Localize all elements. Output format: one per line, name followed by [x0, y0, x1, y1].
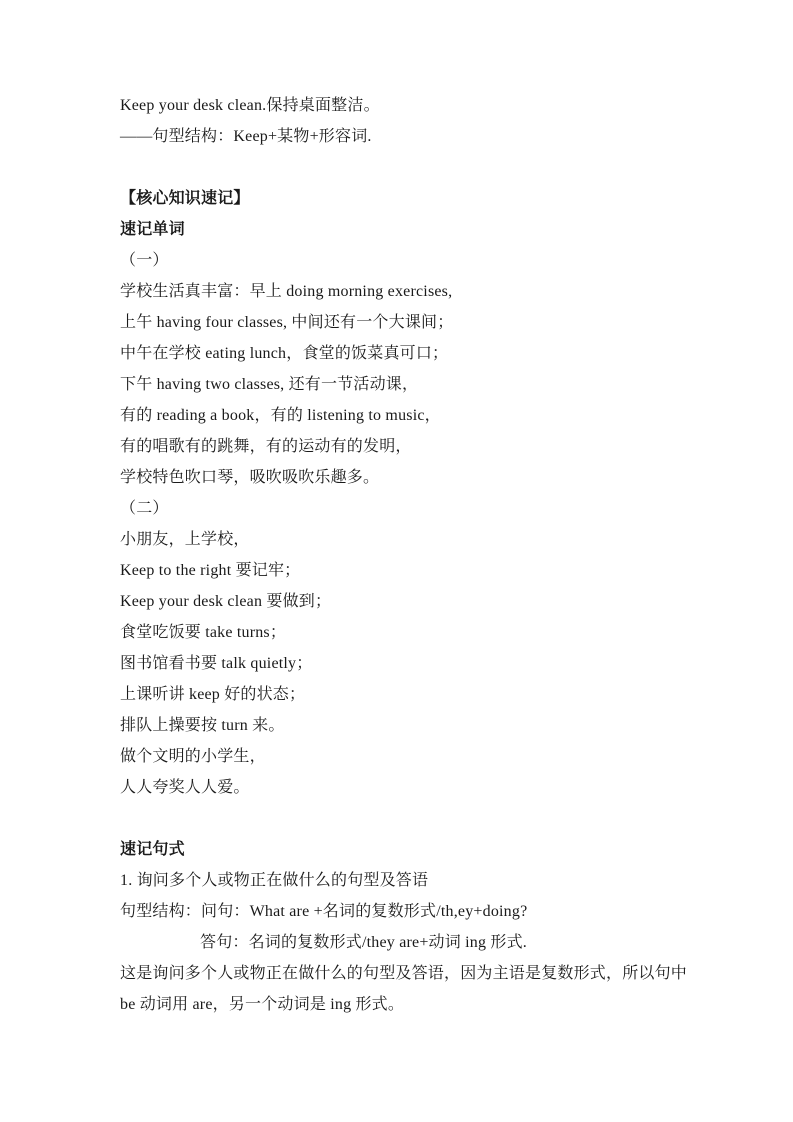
words-part2-line: 排队上操要按 turn 来。 [120, 717, 285, 734]
sentence-explanation-line2: be 动词用 are，另一个动词是 ing 形式。 [120, 996, 405, 1013]
words-part2-line: Keep to the right 要记牢； [120, 562, 301, 579]
intro-line-structure: ——句型结构：Keep+某物+形容词. [120, 128, 372, 145]
words-part1-line: 下午 having two classes, 还有一节活动课， [120, 376, 419, 393]
sentence-structure-answer: 答句：名词的复数形式/they are+动词 ing 形式. [200, 934, 527, 951]
core-section-heading: 【核心知识速记】 [120, 190, 250, 207]
intro-line-english-chinese: Keep your desk clean.保持桌面整洁。 [120, 97, 380, 114]
words-part1-line: 有的 reading a book，有的 listening to music， [120, 407, 441, 424]
sentence-structure-question: 句型结构：问句：What are +名词的复数形式/th,ey+doing? [120, 903, 528, 920]
words-part2-line: 小朋友，上学校， [120, 531, 250, 548]
words-part1-line: 有的唱歌有的跳舞，有的运动有的发明， [120, 438, 412, 455]
sentences-subsection-heading: 速记句式 [120, 841, 185, 858]
words-part1-line: 上午 having four classes, 中间还有一个大课间； [120, 314, 454, 331]
sentence-explanation-line1: 这是询问多个人或物正在做什么的句型及答语，因为主语是复数形式，所以句中 [120, 965, 688, 982]
words-subsection-heading: 速记单词 [120, 221, 185, 238]
sentence-item-title: 1. 询问多个人或物正在做什么的句型及答语 [120, 872, 429, 889]
words-part2-line: 图书馆看书要 talk quietly； [120, 655, 313, 672]
words-part2-line: 上课听讲 keep 好的状态； [120, 686, 306, 703]
words-part2-line: 做个文明的小学生， [120, 748, 266, 765]
words-part2-line: Keep your desk clean 要做到； [120, 593, 332, 610]
words-part1-line: 学校生活真丰富：早上 doing morning exercises, [120, 283, 453, 300]
words-part1-label: （一） [120, 252, 169, 269]
words-part2-label: （二） [120, 500, 169, 517]
words-part2-line: 食堂吃饭要 take turns； [120, 624, 287, 641]
words-part2-line: 人人夸奖人人爱。 [120, 779, 250, 796]
words-part1-line: 中午在学校 eating lunch，食堂的饭菜真可口； [120, 345, 449, 362]
words-part1-line: 学校特色吹口琴，吸吹吸吹乐趣多。 [120, 469, 380, 486]
